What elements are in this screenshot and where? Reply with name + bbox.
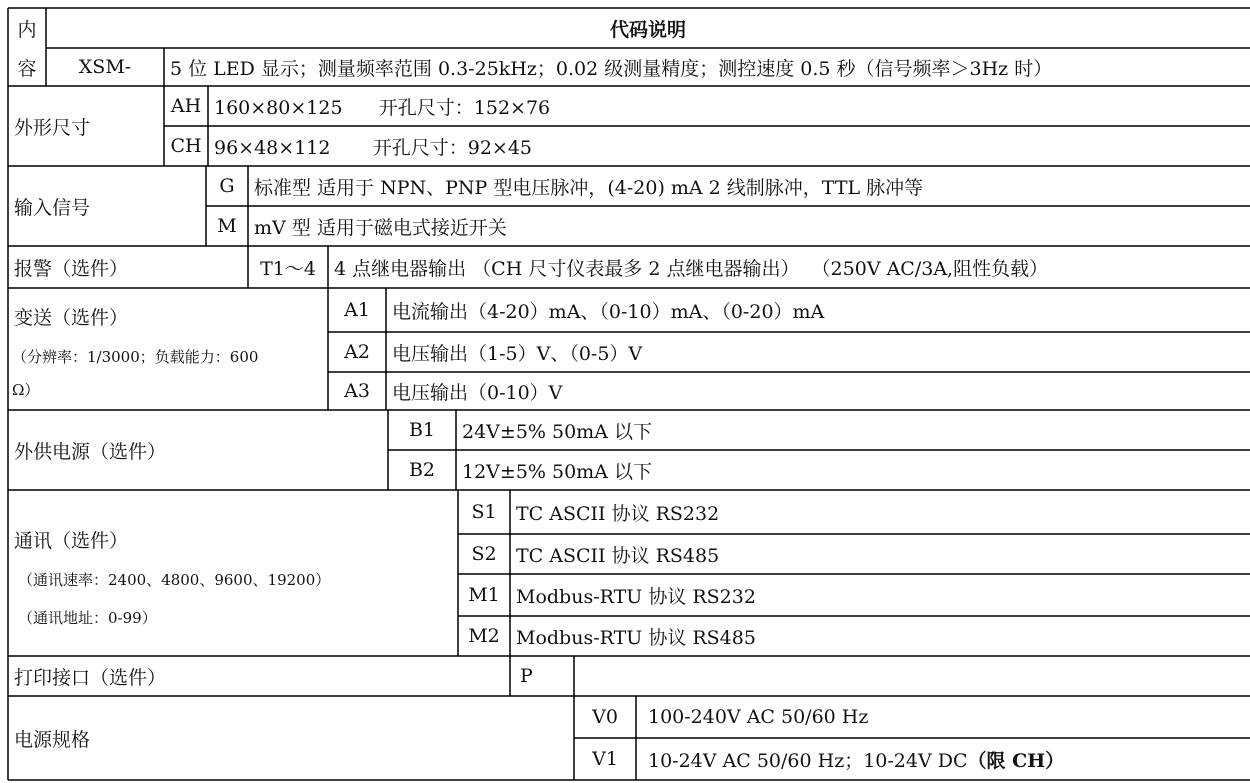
comm-note-2: （通讯地址：0-99） — [18, 608, 157, 627]
header-rong: 容 — [17, 57, 37, 80]
supply-desc-v1-ch-only: （限 CH） — [967, 749, 1065, 772]
print-label: 打印接口（选件） — [14, 666, 167, 689]
model-code: XSM- — [78, 56, 132, 78]
transmit-code-a1: A1 — [344, 299, 370, 321]
transmit-note-2: Ω） — [12, 380, 40, 399]
size-code-ah: AH — [170, 95, 202, 117]
comm-desc-m1: Modbus-RTU 协议 RS232 — [516, 585, 756, 608]
transmit-desc-a3: 电压输出（0-10）V — [392, 381, 563, 404]
size-label: 外形尺寸 — [14, 116, 91, 139]
transmit-code-a2: A2 — [344, 341, 370, 363]
transmit-code-a3: A3 — [344, 380, 370, 402]
input-desc-m: mV 型 适用于磁电式接近开关 — [254, 216, 507, 239]
supply-code-v0: V0 — [592, 706, 618, 728]
comm-desc-s1: TC ASCII 协议 RS232 — [516, 502, 720, 525]
alarm-code: T1～4 — [260, 257, 316, 280]
power-out-code-b2: B2 — [408, 459, 436, 481]
power-out-label: 外供电源（选件） — [14, 440, 167, 463]
alarm-desc: 4 点继电器输出 （CH 尺寸仪表最多 2 点继电器输出） （250V AC/3A,阻性负载） — [334, 257, 1049, 280]
size-desc-ch: 96×48×112 开孔尺寸：92×45 — [214, 136, 533, 159]
comm-desc-m2: Modbus-RTU 协议 RS485 — [516, 626, 756, 649]
power-out-desc-b2: 12V±5% 50mA 以下 — [462, 460, 652, 483]
supply-code-v1: V1 — [592, 748, 618, 770]
print-code: P — [520, 665, 533, 687]
table-title: 代码说明 — [609, 18, 686, 41]
print-desc — [574, 656, 1250, 696]
alarm-label: 报警（选件） — [14, 257, 129, 280]
comm-label: 通讯（选件） — [14, 529, 129, 552]
input-label: 输入信号 — [14, 196, 91, 219]
supply-label: 电源规格 — [14, 728, 91, 751]
comm-code-s2: S2 — [471, 543, 497, 565]
comm-note-1: （通讯速率：2400、4800、9600、19200） — [18, 570, 331, 589]
input-code-g: G — [219, 175, 235, 197]
input-desc-g: 标准型 适用于 NPN、PNP 型电压脉冲，(4-20) mA 2 线制脉冲，TTL 脉冲等 — [254, 176, 924, 199]
supply-desc-v0: 100-240V AC 50/60 Hz — [648, 706, 869, 728]
power-out-code-b1: B1 — [408, 419, 436, 441]
comm-code-s1: S1 — [471, 501, 497, 523]
transmit-desc-a2: 电压输出（1-5）V、（0-5）V — [392, 342, 643, 365]
input-code-m: M — [217, 215, 237, 237]
supply-desc-v1 — [636, 738, 1250, 780]
supply-desc-v1-text: 10-24V AC 50/60 Hz；10-24V DC — [648, 749, 968, 772]
transmit-desc-a1: 电流输出（4-20）mA、（0-10）mA、（0-20）mA — [392, 300, 825, 323]
comm-code-m2: M2 — [468, 625, 500, 647]
comm-code-m1: M1 — [468, 584, 500, 606]
comm-desc-s2: TC ASCII 协议 RS485 — [516, 544, 720, 567]
size-code-ch: CH — [170, 135, 202, 157]
size-desc-ah: 160×80×125 开孔尺寸：152×76 — [214, 96, 551, 119]
transmit-note-1: （分辨率：1/3000；负载能力：600 — [12, 347, 259, 366]
transmit-label: 变送（选件） — [14, 306, 129, 329]
power-out-desc-b1: 24V±5% 50mA 以下 — [462, 420, 652, 443]
header-nei: 内 — [17, 18, 37, 41]
model-description: 5 位 LED 显示；测量频率范围 0.3-25kHz；0.02 级测量精度；测控速度 0.5 秒（信号频率＞3Hz 时） — [170, 57, 1053, 80]
